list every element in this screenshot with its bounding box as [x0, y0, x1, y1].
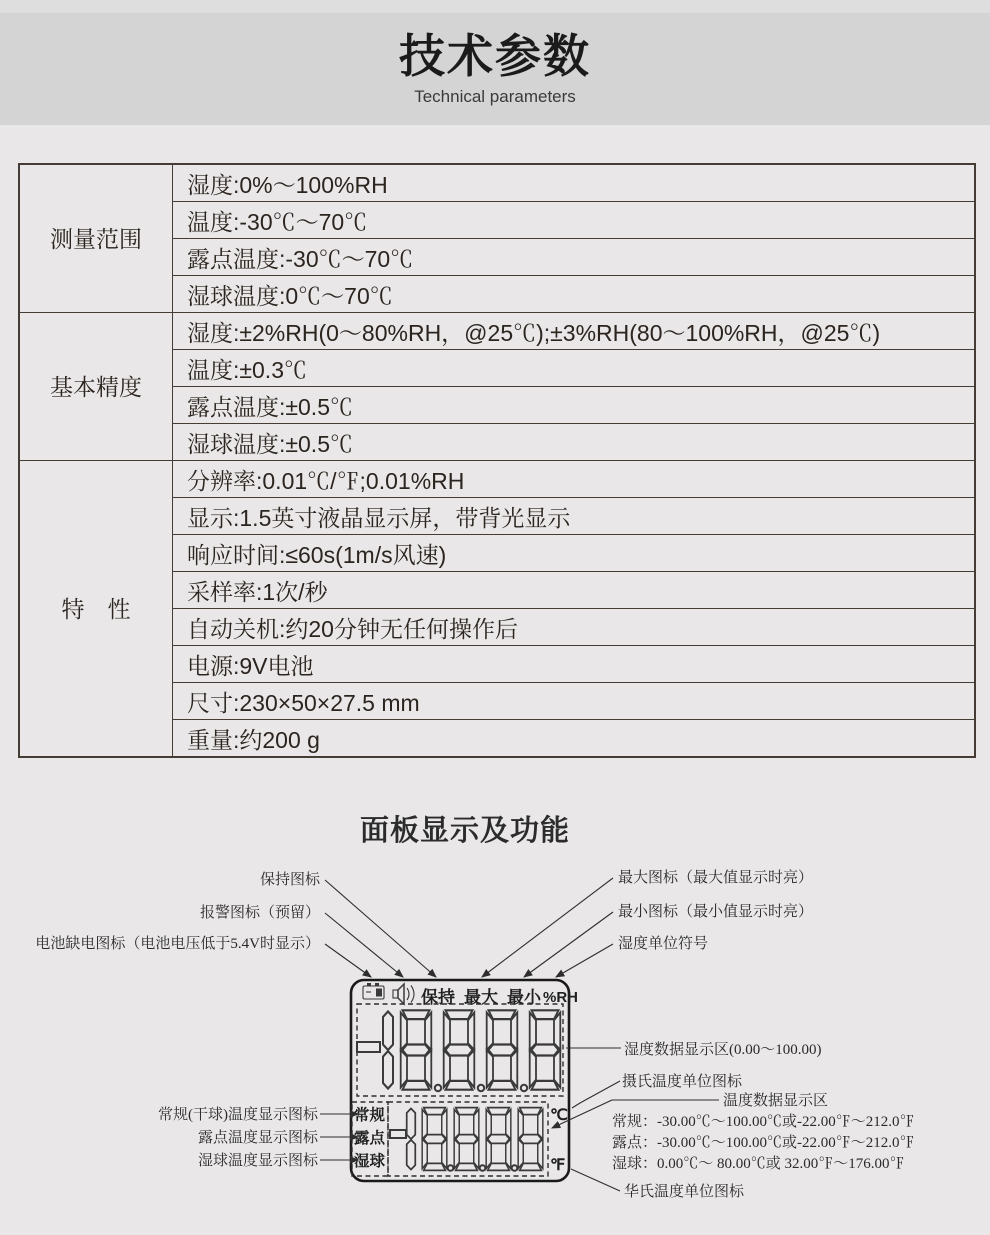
decimal-point	[448, 1165, 454, 1171]
callout-dew-icon: 露点温度显示图标	[197, 1130, 318, 1146]
top-strip	[0, 0, 990, 13]
digit-8-upper	[487, 1010, 518, 1089]
lcd-min-label: 最小	[507, 988, 541, 1007]
decimal-point	[480, 1165, 486, 1171]
spec-value: 电源:9V电池	[173, 646, 976, 683]
digit-8-lower	[518, 1108, 543, 1171]
category-accuracy: 基本精度	[19, 313, 173, 461]
callout-temp-area: 温度数据显示区	[723, 1093, 829, 1109]
spec-value: 自动关机:约20分钟无任何操作后	[173, 609, 976, 646]
callout-range-dew: 露点：-30.00℃～100.00℃或-22.00℉～212.0℉	[612, 1135, 915, 1151]
digit-8-lower	[454, 1108, 479, 1171]
spec-value: 采样率:1次/秒	[173, 572, 976, 609]
section-title: 面板显示及功能	[359, 815, 570, 847]
temperature-display-area	[388, 1102, 548, 1176]
callout-alarm-icon: 报警图标（预留）	[199, 905, 320, 921]
spec-value: 温度:±0.3℃	[173, 350, 976, 387]
callout-min-icon: 最小图标（最小值显示时亮）	[618, 904, 814, 920]
digit-8-lower	[486, 1108, 511, 1171]
digit-8-upper	[530, 1010, 561, 1089]
table-row	[19, 164, 975, 202]
decimal-point	[478, 1085, 484, 1091]
mode-labels	[352, 1102, 388, 1176]
spec-value: 湿度:0%～100%RH	[173, 164, 976, 202]
digit-8-upper	[401, 1010, 432, 1089]
panel-diagram	[0, 849, 990, 1235]
callout-humidity-unit: 湿度单位符号	[618, 936, 709, 952]
table-row	[19, 313, 975, 350]
spec-table	[18, 163, 976, 758]
decimal-point	[521, 1085, 527, 1091]
spec-value: 响应时间:≤60s(1m/s风速)	[173, 535, 976, 572]
decimal-point	[512, 1165, 518, 1171]
header-banner	[0, 13, 990, 125]
spec-value: 重量:约200 g	[173, 720, 976, 758]
digit-8-lower	[422, 1108, 447, 1171]
spec-value: 湿球温度:0℃～70℃	[173, 276, 976, 313]
page-subtitle: Technical parameters	[414, 87, 576, 106]
spec-value: 温度:-30℃～70℃	[173, 202, 976, 239]
callout-humidity-area: 湿度数据显示区(0.00～100.00)	[624, 1042, 822, 1058]
speaker-alarm-icon	[393, 984, 414, 1004]
humidity-display-area	[357, 1004, 563, 1096]
callout-wet-icon: 湿球温度显示图标	[197, 1153, 318, 1169]
decimal-point	[435, 1085, 441, 1091]
callout-normal-icon: 常规(干球)温度显示图标	[158, 1107, 318, 1123]
lcd-wet-label: 湿球	[354, 1153, 386, 1170]
callout-hold-icon: 保持图标	[259, 872, 320, 888]
lcd-hold-label: 保持	[421, 988, 455, 1007]
spec-value: 露点温度:-30℃～70℃	[173, 239, 976, 276]
lcd-rh-unit: %RH	[543, 989, 579, 1006]
celsius-unit-icon: ℃	[550, 1107, 568, 1124]
spec-value: 显示:1.5英寸液晶显示屏，带背光显示	[173, 498, 976, 535]
page-title: 技术参数	[399, 30, 591, 82]
callout-battery-icon: 电池缺电图标（电池电压低于5.4V时显示）	[35, 936, 320, 952]
fahrenheit-unit-icon: ℉	[550, 1157, 566, 1174]
minus-sign-lower	[390, 1130, 406, 1138]
digit-1-upper	[383, 1011, 393, 1088]
table-row	[19, 461, 975, 498]
spec-value: 湿球温度:±0.5℃	[173, 424, 976, 461]
callout-celsius-icon: 摄氏温度单位图标	[622, 1074, 743, 1090]
spec-value: 湿度:±2%RH(0～80%RH，@25℃);±3%RH(80～100%RH，@25℃)	[173, 313, 976, 350]
lcd-max-label: 最大	[464, 988, 498, 1007]
digit-1-lower	[407, 1108, 416, 1169]
digit-8-upper	[444, 1010, 475, 1089]
battery-icon	[363, 983, 384, 999]
minus-sign-upper	[357, 1042, 380, 1052]
category-features: 特 性	[19, 461, 173, 758]
callout-range-wet: 湿球：0.00℃～ 80.00℃或 32.00℉～176.00℉	[612, 1156, 905, 1172]
spec-value: 分辨率:0.01℃/℉;0.01%RH	[173, 461, 976, 498]
spec-value: 尺寸:230×50×27.5 mm	[173, 683, 976, 720]
callout-range-normal: 常规：-30.00℃～100.00℃或-22.00℉～212.0℉	[612, 1114, 915, 1130]
category-measure-range: 测量范围	[19, 164, 173, 313]
spec-value: 露点温度:±0.5℃	[173, 387, 976, 424]
lcd-normal-label: 常规	[354, 1107, 386, 1124]
callout-fahrenheit-icon: 华氏温度单位图标	[624, 1184, 745, 1200]
callout-max-icon: 最大图标（最大值显示时亮）	[618, 870, 814, 886]
lcd-dew-label: 露点	[354, 1130, 386, 1147]
